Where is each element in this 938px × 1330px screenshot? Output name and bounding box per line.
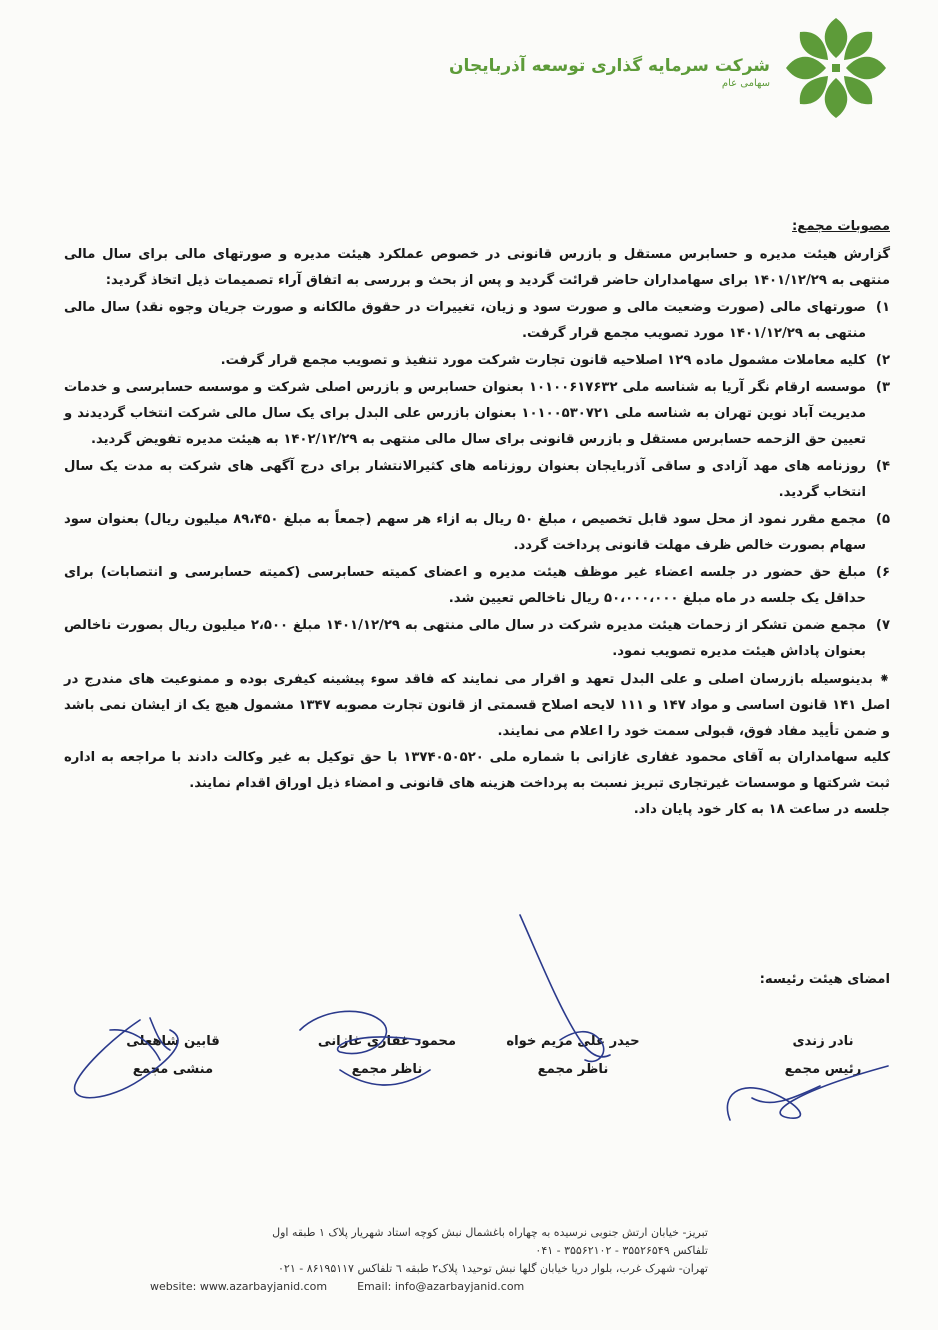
signatures-title: امضای هیئت رئیسه: xyxy=(759,972,890,987)
signer-role: منشی مجمع xyxy=(132,1062,214,1077)
resolution-item xyxy=(64,454,890,506)
signer-role: ناظر مجمع xyxy=(537,1062,609,1077)
footer-address-tehran: تهران- شهرک غرب، بلوار دریا خیابان گلها نبش توحید۱ پلاک۲ طبقه ٦ تلفاکس ۸۶۱۹۵۱۱۷ - ۰۲۱ xyxy=(278,1262,708,1275)
resolution-item xyxy=(64,375,890,453)
resolution-item xyxy=(64,348,890,374)
signer-role: ناظر مجمع xyxy=(351,1062,423,1077)
signature-block xyxy=(98,1028,248,1084)
item-text: موسسه ارقام نگر آریا به شناسه ملی ۱۰۱۰۰۶۱۷۶۳۲ بعنوان حسابرس و بازرس اصلی شرکت و موسسه حسابرسی و خدمات مدیریت آباد نوین تهران به شناسه ملی ۱۰۱۰۰۵۳۰۷۲۱ بعنوان بازرس علی البدل برای یک سال مالی شرکت انتخاب گردیدند و تعیین حق الزحمه حسابرس مستقل و بازرس قانونی برای سال مالی منتهی به ۱۴۰۲/۱۲/۲۹ به هیئت مدیره تفویض گردید. xyxy=(64,380,866,447)
resolution-item xyxy=(64,507,890,559)
signer-name: قابین شاهعلی xyxy=(126,1034,220,1049)
footer-address-tabriz: تبریز- خیابان ارتش جنوبی نرسیده به چهاراه باغشمال نبش کوچه استاد شهریار پلاک ۱ طبقه اول xyxy=(272,1226,708,1239)
item-number: ۷) xyxy=(875,618,890,633)
signature-block xyxy=(748,1028,898,1084)
resolutions-body xyxy=(64,214,890,823)
resolution-item xyxy=(64,613,890,665)
proxy-paragraph: کلیه سهامداران به آقای محمود غفاری غازانی با شماره ملی ۱۳۷۴۰۵۰۵۲۰ با حق توکیل به غیر وکالت دادند با مراجعه به اداره ثبت شرکتها و موسسات غیرتجاری تبریز نسبت به پرداخت هزینه های قانونی و امضاء ذیل اوراق اقدام نمایند. xyxy=(64,750,890,791)
intro-paragraph: گزارش هیئت مدیره و حسابرس مستقل و بازرس قانونی در خصوص عملکرد هیئت مدیره و صورتهای مالی برای سال مالی منتهی به ۱۴۰۱/۱۲/۲۹ برای سهامداران حاضر قرائت گردید و پس از بحث و بررسی به اتفاق آراء تصمیمات ذیل اتخاذ گردید: xyxy=(64,247,890,288)
item-text: صورتهای مالی (صورت وضعیت مالی و صورت سود و زیان، تغییرات در حقوق مالکانه و صورت جریان وجوه نقد) سال مالی منتهی به ۱۴۰۱/۱۲/۲۹ مورد تصویب مجمع قرار گرفت. xyxy=(64,300,866,341)
item-number: ۶) xyxy=(875,565,890,580)
footer-contact xyxy=(150,1278,708,1296)
item-text: مبلغ حق حضور در جلسه اعضاء غیر موظف هیئت مدیره و اعضای کمیته حسابرسی (کمیته حسابرسی و انتصابات) برای حداقل یک جلسه در ماه مبلغ ۵۰،۰۰۰،۰۰۰ ریال ناخالص تعیین شد. xyxy=(64,565,866,606)
resolution-item xyxy=(64,560,890,612)
company-type: سهامی عام xyxy=(721,78,770,89)
signer-name: نادر زندی xyxy=(792,1034,854,1049)
item-text: روزنامه های مهد آزادی و ساقی آذربایجان بعنوان روزنامه های کثیرالانتشار برای درج آگهی های شرکت به مدت یک سال انتخاب گردید. xyxy=(64,459,866,500)
inspector-declaration: ⁕ بدینوسیله بازرسان اصلی و علی البدل تعهد و اقرار می نمایند که فاقد سوء پیشینه کیفری بوده و ممنوعیت های مندرج در اصل ۱۴۱ قانون اساسی و مواد ۱۴۷ و ۱۱۱ لایحه اصلاح قسمتی از قانون تجارت مصوبه ۱۳۴۷ مشمول هیچ یک از ایشان نمی باشد و ضمن تأیید مفاد فوق، قبولی سمت خود را اعلام می نمایند. xyxy=(64,672,890,739)
closing-line: جلسه در ساعت ۱۸ به کار خود پایان داد. xyxy=(633,802,890,817)
item-number: ۵) xyxy=(875,512,890,527)
company-logo-icon xyxy=(782,14,890,122)
item-text: مجمع مقرر نمود از محل سود قابل تخصیص ، مبلغ ۵۰ ریال به ازاء هر سهم (جمعاً به مبلغ ۸۹،۴۵۰ میلیون ریال) بعنوان سود سهام بصورت خالص ظرف مهلت قانونی پرداخت گردد. xyxy=(64,512,866,553)
signature-block xyxy=(498,1028,648,1084)
item-number: ۴) xyxy=(875,459,890,474)
footer-email: Email: info@azarbayjanid.com xyxy=(357,1280,525,1293)
signature-block xyxy=(312,1028,462,1084)
item-number: ۲) xyxy=(875,353,890,368)
footer-phone-tabriz: تلفاکس ۳۵۵۲۶۵۴۹ - ۳۵۵۶۲۱۰۲ - ۰۴۱ xyxy=(535,1244,708,1257)
item-number: ۱) xyxy=(875,300,890,315)
item-text: کلیه معاملات مشمول ماده ۱۲۹ اصلاحیه قانون تجارت شرکت مورد تنفیذ و تصویب مجمع قرار گرفت. xyxy=(220,353,866,368)
item-text: مجمع ضمن تشکر از زحمات هیئت مدیره شرکت در سال مالی منتهی به ۱۴۰۱/۱۲/۲۹ مبلغ ۲،۵۰۰ میلیون ریال بصورت ناخالص بعنوان پاداش هیئت مدیره تصویب نمود. xyxy=(64,618,866,659)
signer-name: حیدر علی مریم خواه xyxy=(506,1034,640,1049)
company-header xyxy=(449,56,770,89)
signer-role: رئیس مجمع xyxy=(784,1062,862,1077)
footer-website: website: www.azarbayjanid.com xyxy=(150,1280,328,1293)
company-name: شرکت سرمایه گذاری توسعه آذربایجان xyxy=(449,56,770,76)
signer-name: محمود غفاری غازانی xyxy=(317,1034,457,1049)
resolutions-heading: مصوبات مجمع: xyxy=(792,219,890,234)
footer xyxy=(150,1224,708,1296)
resolution-item xyxy=(64,295,890,347)
item-number: ۳) xyxy=(875,380,890,395)
